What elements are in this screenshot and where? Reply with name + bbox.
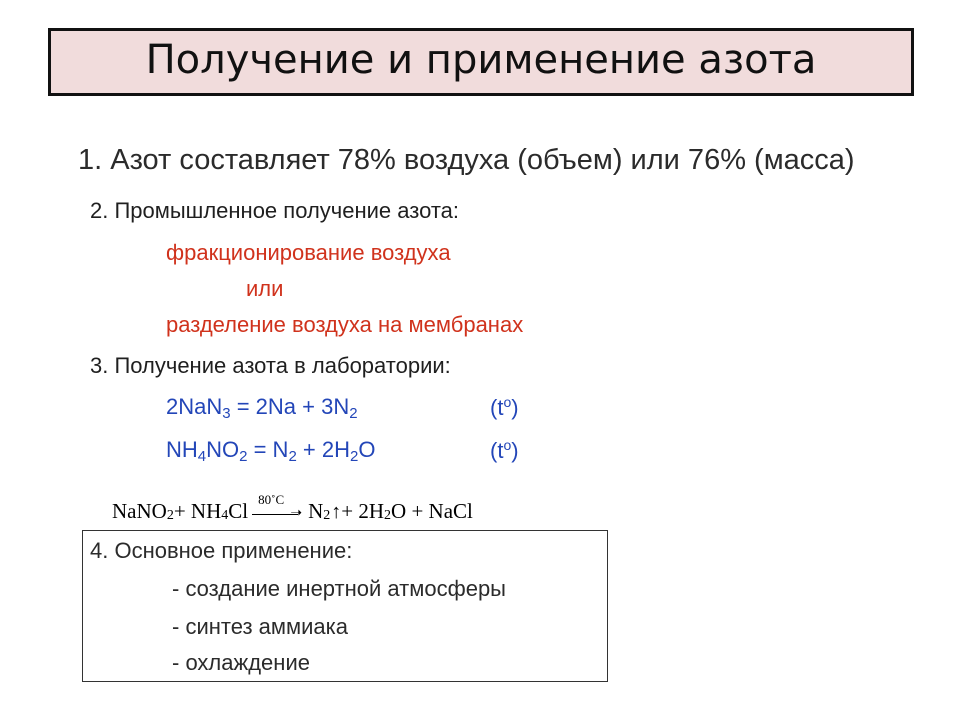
- application-item: - создание инертной атмосферы: [172, 576, 506, 601]
- point-4-heading: 4. Основное применение:: [90, 538, 353, 563]
- lab-equation-2: $NH_4NO_2 = N_2 + 2H_2O$: [166, 437, 376, 465]
- lab-equation-3: NaNO $_2$ + NH $_4$ Cl 80˚C ➝ N $_2$ ↑ + 2H $_2$ O + NaCl: [112, 492, 473, 523]
- industrial-method-2: разделение воздуха на мембранах: [166, 312, 524, 337]
- reaction-arrow-condition: 80˚C: [258, 492, 285, 507]
- industrial-or: или: [246, 276, 284, 301]
- lab-equation-1-condition: $(t^o)$: [490, 394, 519, 420]
- title-box: [48, 28, 914, 96]
- point-3-heading: 3. Получение азота в лаборатории:: [90, 353, 451, 378]
- application-item: - охлаждение: [172, 650, 310, 675]
- point-2-heading: 2. Промышленное получение азота:: [90, 198, 460, 223]
- lab-equation-2-condition: $(t^o)$: [490, 437, 519, 463]
- application-item: - синтез аммиака: [172, 614, 349, 639]
- reaction-arrow: [252, 492, 304, 524]
- arrow-right-icon: ➝: [290, 506, 303, 521]
- gas-up-arrow-icon: ↑: [331, 501, 342, 523]
- industrial-method-1: фракционирование воздуха: [166, 240, 451, 265]
- lab-equation-1: $2NaN_3 = 2Na + 3N_2$: [166, 394, 358, 422]
- point-1-text: 1. Азот составляет 78% воздуха (объем) или 76% (масса): [78, 144, 855, 176]
- slide-title: Получение и применение азота: [145, 37, 817, 83]
